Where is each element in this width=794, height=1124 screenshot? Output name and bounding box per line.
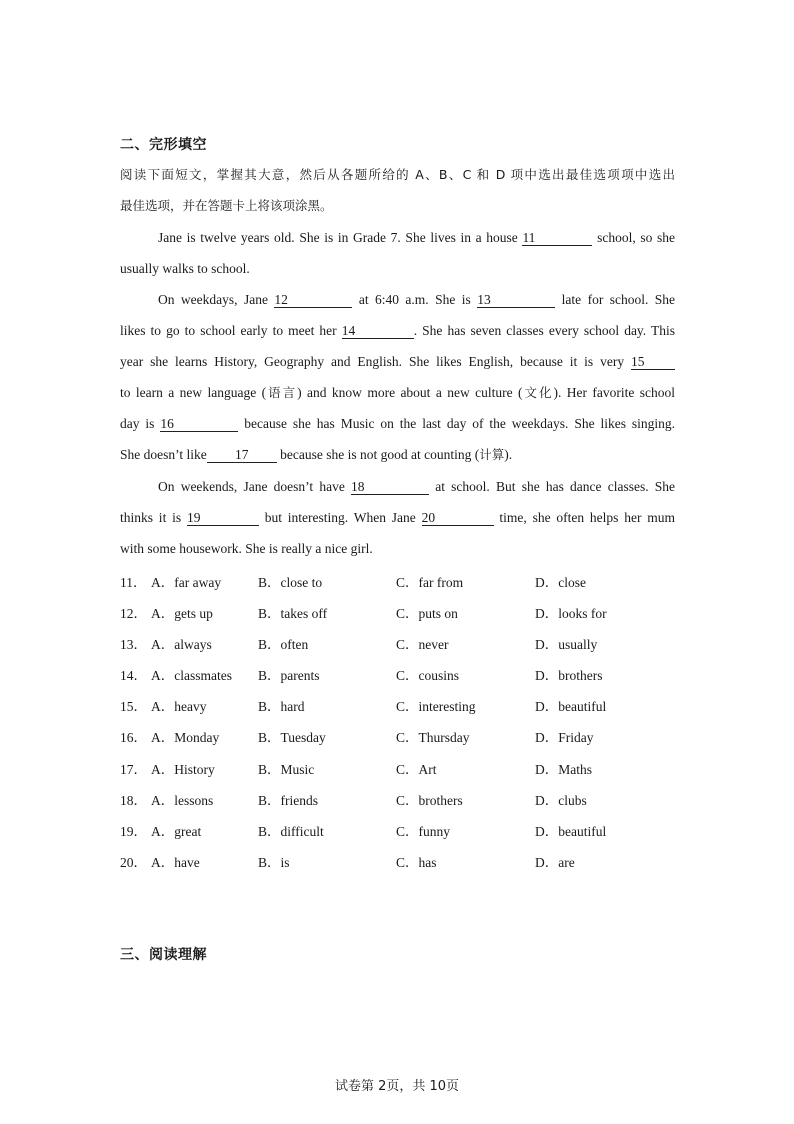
passage-text: because she is not good at counting ( (280, 447, 480, 462)
option-c: C．Thursday (396, 730, 470, 745)
blank-13: 13 (477, 292, 555, 308)
option-b: B．takes off (258, 606, 328, 621)
option-b: B．hard (258, 699, 305, 714)
option-d: D．Maths (535, 762, 592, 777)
passage-text: ) and know more about a new culture ( (297, 385, 523, 400)
question-number: 11． (120, 575, 147, 590)
option-b: B．parents (258, 668, 320, 683)
option-b: B．difficult (258, 824, 324, 839)
option-a: A．classmates (151, 668, 232, 683)
passage-line (120, 446, 675, 464)
passage-text: She doesn’t like (120, 447, 207, 462)
option-b: B．often (258, 637, 309, 652)
option-c: C．cousins (396, 668, 460, 683)
instruction-line-1: 阅读下面短文，掌握其大意，然后从各题所给的 A、B、C 和 D 项中选出最佳选项项中选出 (120, 167, 675, 182)
question-row (120, 633, 680, 651)
question-row (120, 602, 680, 620)
question-number: 16． (120, 730, 147, 745)
question-row (120, 726, 680, 744)
option-b: B．friends (258, 793, 318, 808)
passage-text: school, so she (597, 230, 676, 245)
option-a: A．have (151, 855, 200, 870)
option-b: B．close to (258, 575, 323, 590)
passage-text: late for school. She (561, 292, 676, 307)
passage-text: likes to go to school early to meet her (120, 323, 337, 338)
question-row (120, 851, 680, 869)
option-a: A．far away (151, 575, 222, 590)
passage-text: ). Her favorite school (553, 385, 675, 400)
question-row (120, 820, 680, 838)
question-row (120, 789, 680, 807)
question-number: 12． (120, 606, 147, 621)
passage-line (120, 322, 675, 340)
passage-text: year she learns History, Geography and English. She likes English, because it is very (120, 354, 625, 369)
section-heading-cloze: 二、完形填空 (120, 137, 207, 153)
blank-11: 11 (522, 230, 592, 246)
blank-14: 14 (342, 323, 414, 339)
question-row (120, 571, 680, 589)
passage-line: usually walks to school. (120, 261, 250, 276)
instruction-line-2: 最佳选项，并在答题卡上将该项涂黑。 (120, 198, 333, 213)
option-a: A．gets up (151, 606, 213, 621)
page-footer: 试卷第 2页，共 10页 (334, 1079, 460, 1094)
option-a: A．lessons (151, 793, 214, 808)
blank-17: 17 (207, 447, 277, 463)
option-c: C．funny (396, 824, 450, 839)
option-d: D．close (535, 575, 586, 590)
blank-19: 19 (187, 510, 259, 526)
passage-text-cn: 语言 (266, 385, 298, 400)
question-number: 13． (120, 637, 147, 652)
question-row (120, 695, 680, 713)
passage-text: at school. But she has dance classes. She (435, 479, 676, 494)
blank-16: 16 (160, 416, 238, 432)
option-d: D．Friday (535, 730, 594, 745)
option-d: D．brothers (535, 668, 603, 683)
question-row (120, 664, 680, 682)
option-b: B．Music (258, 762, 315, 777)
question-number: 15． (120, 699, 147, 714)
passage-line: with some housework. She is really a nice girl. (120, 541, 373, 556)
passage-text: On weekends, Jane doesn’t have (158, 479, 345, 494)
question-number: 14． (120, 668, 147, 683)
passage-text: time, she often helps her mum (499, 510, 676, 525)
passage-line (120, 415, 675, 433)
question-row (120, 758, 680, 776)
blank-20: 20 (422, 510, 494, 526)
option-c: C．Art (396, 762, 437, 777)
question-number: 19． (120, 824, 147, 839)
blank-18: 18 (351, 479, 429, 495)
option-d: D．usually (535, 637, 598, 652)
passage-text: thinks it is (120, 510, 182, 525)
blank-12: 12 (274, 292, 352, 308)
passage-line (120, 384, 675, 402)
option-a: A．Monday (151, 730, 220, 745)
option-c: C．brothers (396, 793, 463, 808)
option-d: D．beautiful (535, 824, 607, 839)
option-c: C．interesting (396, 699, 476, 714)
passage-text-cn: 文化 (522, 385, 554, 400)
option-d: D．beautiful (535, 699, 607, 714)
passage-text: On weekdays, Jane (158, 292, 268, 307)
passage-text: day is (120, 416, 155, 431)
option-a: A．History (151, 762, 215, 777)
passage-text: because she has Music on the last day of the weekdays. She likes singing. (244, 416, 676, 431)
option-c: C．never (396, 637, 449, 652)
option-a: A．always (151, 637, 212, 652)
passage-text: Jane is twelve years old. She is in Grade 7. She lives in a house (158, 230, 518, 245)
passage-text: . She has seven classes every school day. This (413, 323, 675, 338)
passage-text: to learn a new language ( (120, 385, 267, 400)
option-d: D．looks for (535, 606, 607, 621)
passage-text: at 6:40 a.m. She is (358, 292, 471, 307)
passage-line (158, 291, 675, 309)
option-b: B．Tuesday (258, 730, 326, 745)
passage-line (120, 509, 675, 527)
section-heading-reading: 三、阅读理解 (120, 947, 207, 963)
blank-15: 15 (631, 354, 675, 370)
question-number: 20． (120, 855, 147, 870)
question-number: 18． (120, 793, 147, 808)
option-d: D．clubs (535, 793, 587, 808)
option-c: C．far from (396, 575, 464, 590)
passage-line (158, 478, 675, 496)
passage-text: but interesting. When Jane (264, 510, 416, 525)
option-c: C．has (396, 855, 437, 870)
passage-text: ). (504, 447, 513, 462)
passage-text-cn: 计算 (479, 447, 505, 462)
option-a: A．heavy (151, 699, 207, 714)
option-c: C．puts on (396, 606, 458, 621)
passage-line (120, 353, 675, 371)
option-b: B．is (258, 855, 290, 870)
option-a: A．great (151, 824, 202, 839)
question-number: 17． (120, 762, 147, 777)
option-d: D．are (535, 855, 575, 870)
passage-line (158, 229, 675, 247)
